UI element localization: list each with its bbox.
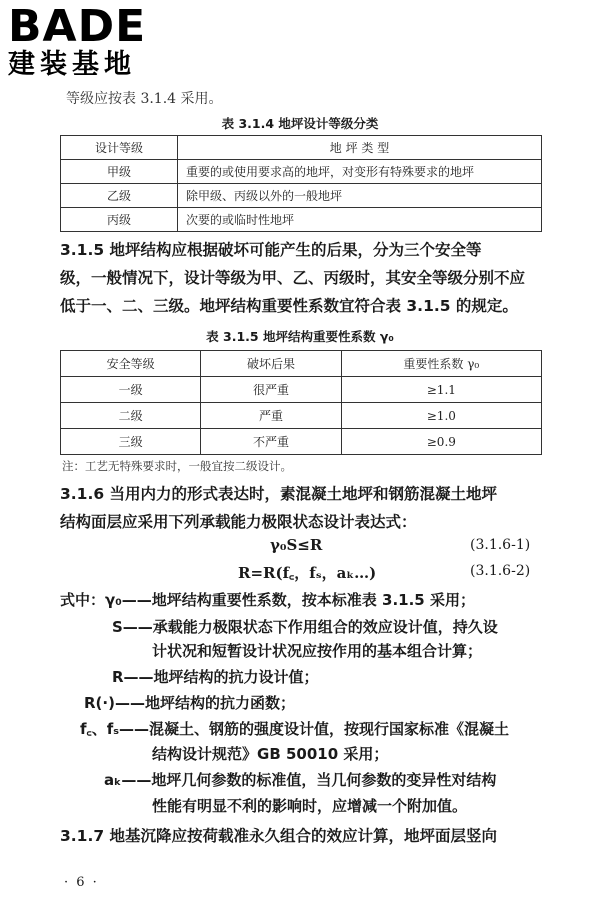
paragraph-3-1-5 [60, 236, 548, 320]
table-header-cell: 重要性系数 γ₀ [341, 351, 541, 377]
table-cell: 不严重 [201, 429, 341, 455]
equation-2-number: (3.1.6-2) [470, 563, 531, 579]
table-header-cell: 破坏后果 [201, 351, 341, 377]
definition-line: f꜀、fₛ——混凝土、钢筋的强度设计值，按现行国家标准《混凝土 [80, 720, 509, 738]
definition-line: S——承载能力极限状态下作用组合的效应设计值，持久设 [112, 618, 498, 636]
table-row [61, 160, 542, 184]
table-header-row [61, 136, 542, 160]
table-cell: 丙级 [61, 208, 178, 232]
page-number: · 6 · [64, 875, 99, 890]
definition-line: 式中：γ₀——地坪结构重要性系数，按本标准表 3.1.5 采用； [60, 591, 475, 609]
table-cell: 甲级 [61, 160, 178, 184]
table-row [61, 377, 542, 403]
paragraph-line: 级，一般情况下，设计等级为甲、乙、丙级时，其安全等级分别不应 [60, 269, 526, 287]
definition-line: R——地坪结构的抗力设计值； [112, 668, 319, 686]
table-cell: 严重 [201, 403, 341, 429]
definition-line: 性能有明显不利的影响时，应增减一个附加值。 [152, 797, 468, 815]
table-header-row [61, 351, 542, 377]
table-cell: 次要的或临时性地坪 [178, 208, 542, 232]
table-header-cell: 地 坪 类 型 [178, 136, 542, 160]
paragraph-line: 3.1.5 地坪结构应根据破坏可能产生的后果，分为三个安全等 [60, 241, 482, 259]
table-row [61, 429, 542, 455]
table-cell: 重要的或使用要求高的地坪，对变形有特殊要求的地坪 [178, 160, 542, 184]
paragraph-3-1-7: 3.1.7 地基沉降应按荷载准永久组合的效应计算，地坪面层竖向 [60, 827, 498, 845]
paragraph-line: 低于一、二、三级。地坪结构重要性系数宜符合表 3.1.5 的规定。 [60, 297, 518, 315]
equation-2: R=R(f꜀，fₛ，aₖ…) [238, 564, 377, 582]
table2-note: 注：工艺无特殊要求时，一般宜按二级设计。 [62, 459, 292, 473]
table-cell: 除甲级、丙级以外的一般地坪 [178, 184, 542, 208]
definition-line: R(·)——地坪结构的抗力函数； [84, 694, 295, 712]
table-cell: 很严重 [201, 377, 341, 403]
table1-caption: 表 3.1.4 地坪设计等级分类 [221, 116, 379, 131]
definition-line: 计状况和短暂设计状况应按作用的基本组合计算； [152, 642, 483, 660]
table-row [61, 184, 542, 208]
logo-subtitle: 建装基地 [8, 49, 136, 80]
table-cell: 一级 [61, 377, 201, 403]
table-row [61, 403, 542, 429]
table-cell: ≥1.1 [341, 377, 541, 403]
table-header-cell: 设计等级 [61, 136, 178, 160]
paragraph-3-1-6 [60, 480, 548, 536]
equation-1: γ₀S≤R [270, 536, 323, 554]
paragraph-line: 3.1.6 当用内力的形式表达时，素混凝土地坪和钢筋混凝土地坪 [60, 485, 498, 503]
table-cell: ≥0.9 [341, 429, 541, 455]
definition-line: aₖ——地坪几何参数的标准值，当几何参数的变异性对结构 [104, 771, 497, 789]
equation-1-number: (3.1.6-1) [470, 537, 531, 553]
logo-wordmark: BADE [8, 1, 147, 52]
brand-logo [8, 1, 147, 80]
table-cell: 二级 [61, 403, 201, 429]
design-grade-table [60, 135, 542, 232]
table2-caption: 表 3.1.5 地坪结构重要性系数 γ₀ [206, 329, 394, 344]
table-cell: ≥1.0 [341, 403, 541, 429]
table-row [61, 208, 542, 232]
intro-line: 等级应按表 3.1.4 采用。 [66, 91, 223, 107]
table-cell: 三级 [61, 429, 201, 455]
importance-factor-table [60, 350, 542, 455]
table-cell: 乙级 [61, 184, 178, 208]
paragraph-line: 结构面层应采用下列承载能力极限状态设计表达式： [60, 513, 417, 531]
table-header-cell: 安全等级 [61, 351, 201, 377]
definition-line: 结构设计规范》GB 50010 采用； [152, 745, 389, 763]
